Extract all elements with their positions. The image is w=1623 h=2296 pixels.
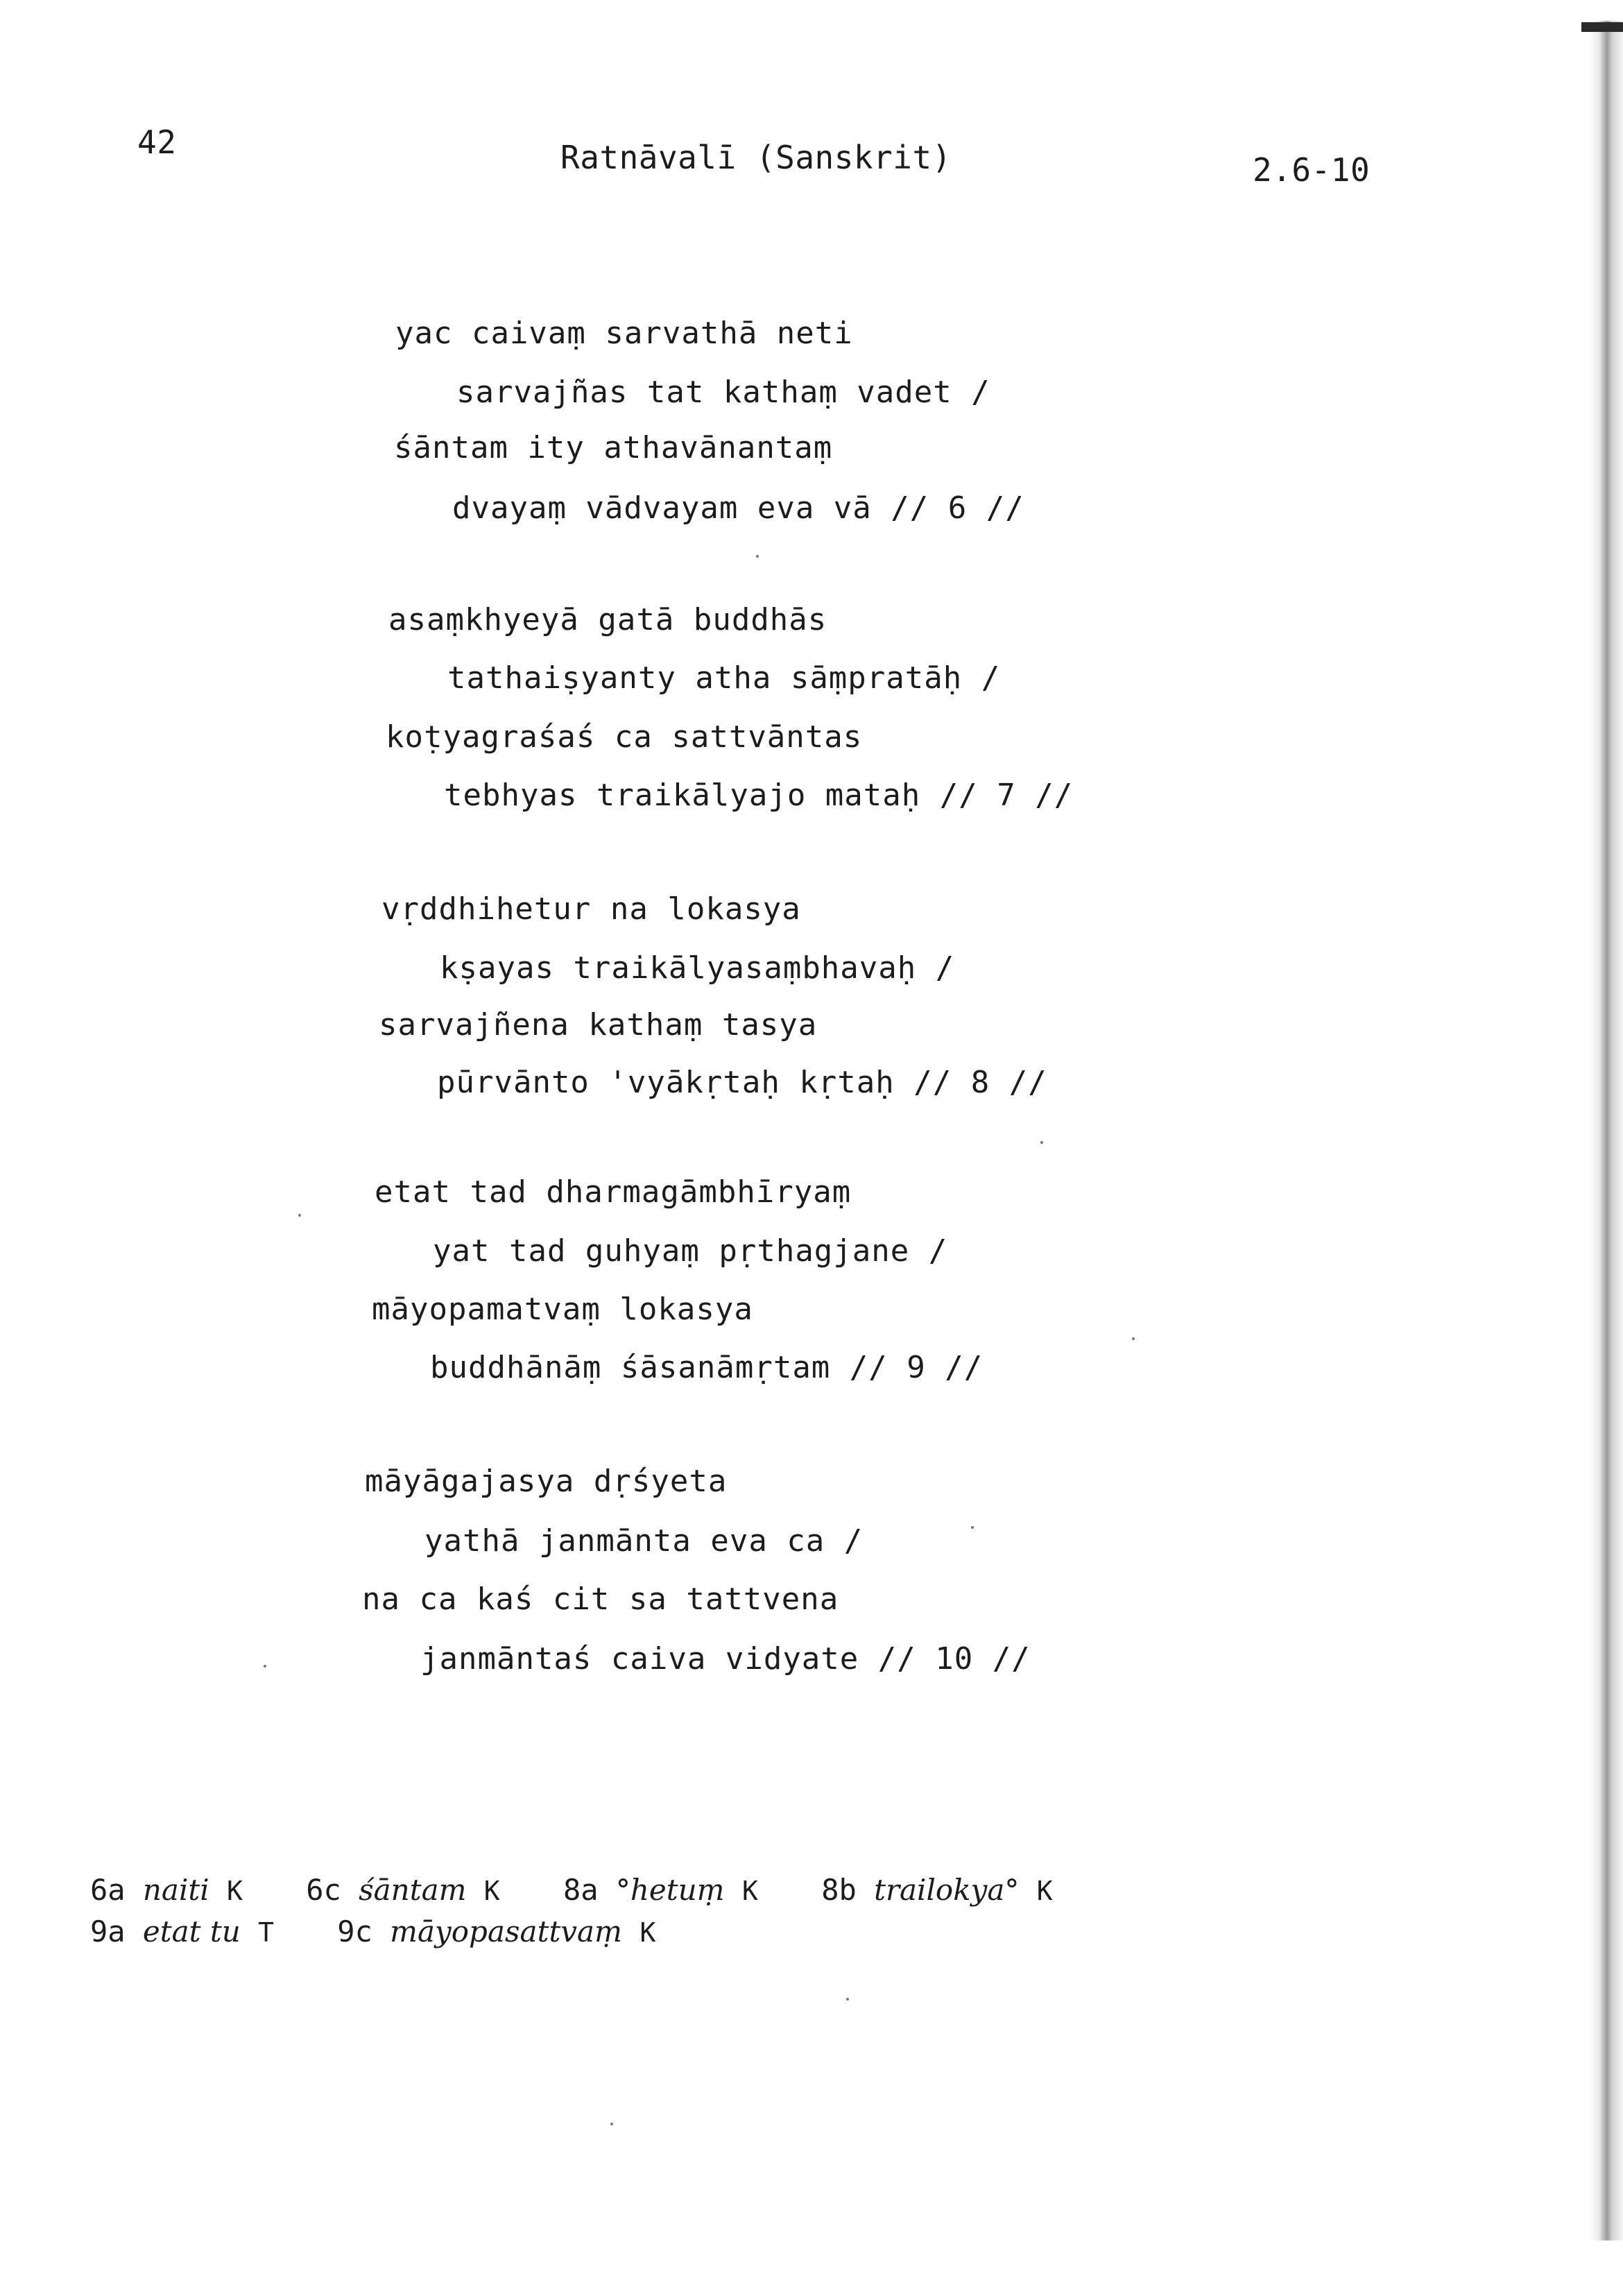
apparatus-ref: 6c (306, 1873, 341, 1907)
apparatus-siglum: K (227, 1876, 243, 1906)
verse-line: tebhyas traikālyajo mataḥ // 7 // (444, 778, 1074, 813)
apparatus-entry (90, 1873, 243, 1907)
apparatus-ref: 6a (90, 1873, 126, 1907)
verse-line: kṣayas traikālyasaṃbhavaḥ / (440, 950, 955, 986)
apparatus-entry (337, 1914, 655, 1948)
verse-line: pūrvānto 'vyākṛtaḥ kṛtaḥ // 8 // (437, 1065, 1047, 1100)
scan-speck (971, 1526, 974, 1529)
verse-line: vṛddhihetur na lokasya (381, 891, 801, 927)
apparatus-lemma: trailokya° (874, 1873, 1020, 1907)
page-edge-shadow (1590, 21, 1623, 2241)
scan-speck (756, 555, 759, 558)
apparatus-entry (563, 1873, 758, 1907)
page-number: 42 (137, 123, 177, 161)
verse-line: dvayaṃ vādvayam eva vā // 6 // (452, 490, 1024, 526)
apparatus-lemma: °hetuṃ (615, 1873, 725, 1907)
apparatus-lemma: māyopasattvaṃ (390, 1914, 623, 1948)
apparatus-siglum: K (639, 1917, 656, 1948)
apparatus-siglum: K (1036, 1876, 1053, 1906)
verse-line: koṭyagraśaś ca sattvāntas (386, 719, 863, 755)
apparatus-lemma: etat tu (142, 1914, 241, 1948)
apparatus-row (90, 1873, 1099, 1914)
verse-line: buddhānāṃ śāsanāmṛtam // 9 // (430, 1350, 984, 1385)
verse-line: na ca kaś cit sa tattvena (362, 1582, 839, 1617)
apparatus-ref: 9a (90, 1914, 126, 1948)
verse-line: etat tad dharmagāmbhīryaṃ (375, 1174, 852, 1210)
apparatus-ref: 8b (821, 1873, 857, 1907)
section-reference: 2.6-10 (1253, 151, 1371, 189)
scan-speck (1132, 1337, 1135, 1340)
verse-line: sarvajñena kathaṃ tasya (379, 1007, 818, 1043)
apparatus-lemma: naiti (142, 1873, 209, 1907)
apparatus-entry (821, 1873, 1052, 1907)
apparatus-row (90, 1914, 1099, 1956)
apparatus-lemma: śāntam (359, 1873, 467, 1907)
verse-line: yathā janmānta eva ca / (424, 1523, 864, 1559)
apparatus-siglum: K (483, 1876, 500, 1906)
verse-line: janmāntaś caiva vidyate // 10 // (420, 1641, 1031, 1677)
verse-line: tathaiṣyanty atha sāṃpratāḥ / (447, 660, 1001, 696)
apparatus-ref: 9c (337, 1914, 372, 1948)
scan-speck (264, 1665, 266, 1668)
scan-speck (610, 2123, 613, 2125)
scan-speck (298, 1214, 301, 1217)
apparatus-siglum: T (258, 1917, 274, 1948)
verse-line: māyāgajasya dṛśyeta (365, 1464, 728, 1499)
verse-line: yac caivaṃ sarvathā neti (395, 316, 853, 351)
page-edge-tab (1581, 22, 1623, 32)
verse-line: sarvajñas tat kathaṃ vadet / (456, 375, 990, 410)
verse-line: māyopamatvaṃ lokasya (372, 1292, 753, 1327)
scan-speck (846, 1998, 849, 2001)
apparatus-ref: 8a (563, 1873, 599, 1907)
apparatus-entry (306, 1873, 499, 1907)
verse-line: śāntam ity athavānantaṃ (394, 430, 833, 465)
apparatus-siglum: K (742, 1876, 758, 1906)
critical-apparatus (90, 1873, 1099, 1956)
scan-speck (1040, 1141, 1043, 1144)
verse-line: yat tad guhyaṃ pṛthagjane / (433, 1233, 948, 1269)
apparatus-entry (90, 1914, 274, 1948)
running-title: Ratnāvalī (Sanskrit) (560, 139, 952, 176)
verse-line: asaṃkhyeyā gatā buddhās (388, 602, 827, 637)
